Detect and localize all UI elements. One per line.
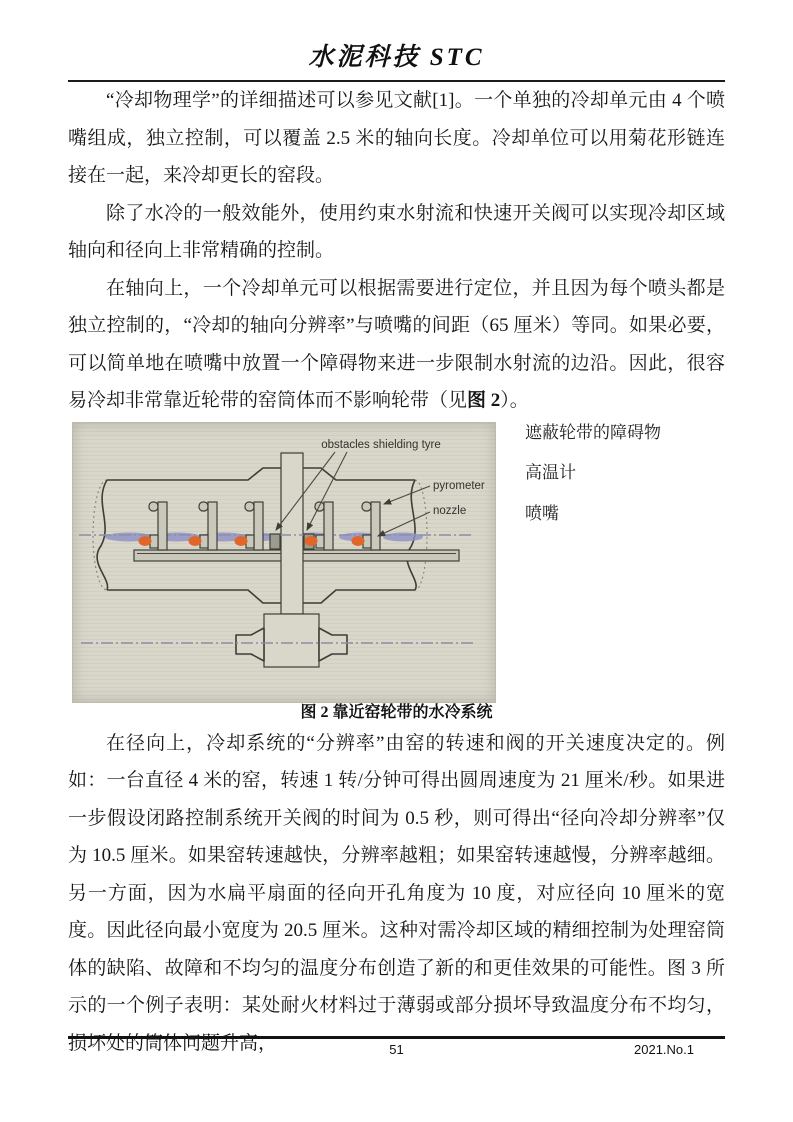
nozzle-post [352,502,381,550]
paragraph-cooling-physics: “冷却物理学”的详细描述可以参见文献[1]。一个单独的冷却单元由 4 个喷嘴组成，独立控制，可以覆盖 2.5 米的轴向长度。冷却单位可以用菊花形链连接在一起，来冷却更长的窑段。 [68,90,725,186]
page-header [0,0,793,82]
page-number: 51 [389,1042,404,1057]
label-obstacles-shielding-tyre: obstacles shielding tyre [321,438,441,451]
nozzle-post [189,502,218,550]
side-label-pyrometer: 高温计 [525,462,576,482]
figure-2-panel [72,422,496,703]
figure-2-reference: 图 2 [467,390,501,411]
nozzle-tip [305,536,318,546]
label-pyrometer: pyrometer [433,479,485,492]
issue-number: 2021.No.1 [634,1042,694,1057]
page-footer [68,1036,725,1057]
figure-2-caption: 图 2 靠近窑轮带的水冷系统 [300,703,493,721]
label-nozzle: nozzle [433,504,467,517]
footer-row [68,1042,725,1057]
paragraph-radial-resolution: 在径向上，冷却系统的“分辨率”由窑的转速和阀的开关速度决定的。例如：一台直径 4 米的窑，转速 1 转/分钟可得出圆周速度为 21 厘米/秒。如果进一步假设闭路控制系统开关阀的时间为 0.5 秒，则可得出“径向冷却分辨率”仅为 10.5 厘米。如果窑转速越快，分辨率越粗；如果窑转速越慢，分辨率越细。另一方面，因为水扁平扇面的径向开孔角度为 10 度，对应径向 10 厘米的宽度。因此径向最小宽度为 20.5 厘米。这种对需冷却区域的精细控制为处理窑筒体的缺陷、故障和不均匀的温度分布创造了新的和更佳效果的可能性。图 3 所示的一个例子表明：某处耐火材料过于薄弱或部分损坏导致温度分布不均匀，损坏处的筒体问题升高， [68,732,725,1054]
page-content [0,82,793,1062]
nozzle-tip [139,536,152,546]
nozzle-posts [139,502,381,550]
figure-2-block [68,422,725,701]
side-label-obstacle: 遮蔽轮带的障碍物 [525,422,661,442]
nozzle-tip [352,536,365,546]
nozzle-post [139,502,168,550]
cooling-system-diagram [73,423,495,702]
paragraph-axial-tail: ）。 [500,390,529,411]
footer-rule [68,1036,725,1039]
kiln-tyre [281,453,303,614]
side-label-nozzle: 喷嘴 [525,503,559,523]
paragraph-water-cooling-control: 除了水冷的一般效能外，使用约束水射流和快速开关阀可以实现冷却区域轴向和径向上非常精确的控制。 [68,202,725,261]
nozzle-tip [235,536,248,546]
journal-title: 水泥科技 STC [308,44,485,71]
nozzle-post [235,502,264,550]
nozzle-tip [189,536,202,546]
paragraph-axial-text: 在轴向上，一个冷却单元可以根据需要进行定位，并且因为每个喷头都是独立控制的，“冷却的轴向分辨率”与喷嘴的间距（65 厘米）等同。如果必要，可以简单地在喷嘴中放置一个障碍物来进一步限制水射流的边沿。因此，很容易冷却非常靠近轮带的窑筒体而不影响轮带（见 [68,277,725,411]
paragraph-axial-resolution [68,270,725,420]
support-roller [236,614,347,667]
